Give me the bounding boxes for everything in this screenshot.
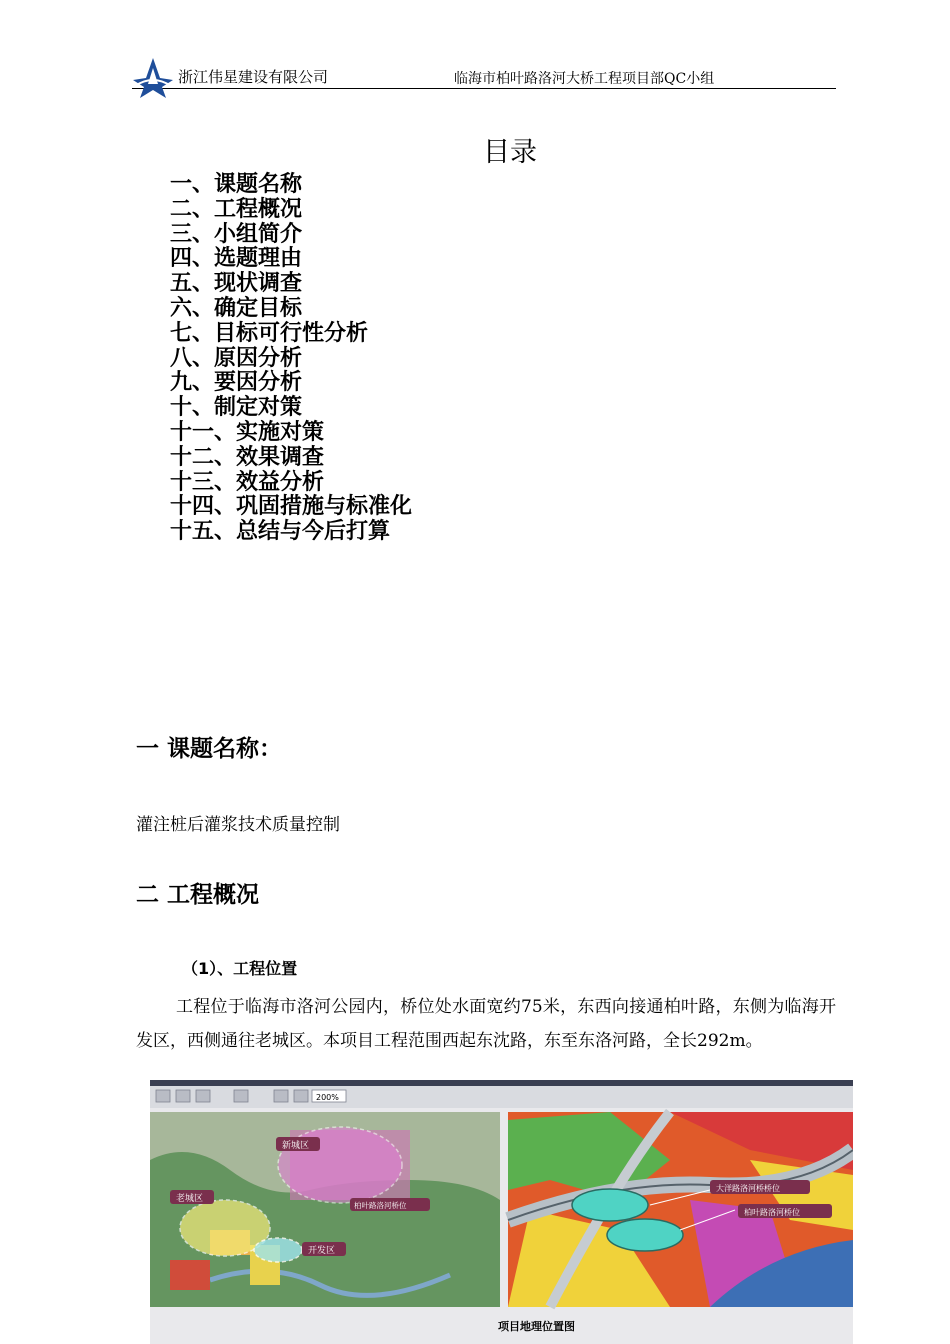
table-of-contents xyxy=(170,173,412,545)
label-old-city: 老城区 xyxy=(176,1194,204,1204)
project-team-name: 临海市柏叶路洛河大桥工程项目部QC小组 xyxy=(454,71,715,87)
toc-item: 十三、效益分析 xyxy=(170,469,325,495)
toc-item: 十二、效果调查 xyxy=(170,444,325,470)
map-caption: 项目地理位置图 xyxy=(498,1320,575,1333)
toc-item: 七、目标可行性分析 xyxy=(170,320,369,346)
toc-item: 九、要因分析 xyxy=(170,370,303,396)
label-new-city: 新城区 xyxy=(282,1141,310,1151)
section2-subheading: （1）、工程位置 xyxy=(182,959,298,978)
page-header xyxy=(132,56,836,89)
toc-item: 一、课题名称 xyxy=(170,172,303,197)
company-name: 浙江伟星建设有限公司 xyxy=(178,68,329,86)
project-location-map xyxy=(150,1080,853,1344)
toc-item: 二、工程概况 xyxy=(170,196,303,222)
toc-item: 十一、实施对策 xyxy=(170,419,325,445)
toc-item: 五、现状调查 xyxy=(170,271,303,297)
section2-paragraph: 工程位于临海市洛河公园内，桥位处水面宽约75米，东西向接通柏叶路，东侧为临海开发区，西侧通往老城区。本项目工程范围西起东沈路，东至东洛河路，全长292m。 xyxy=(136,997,836,1051)
label-bridge-left: 柏叶路洛河桥位 xyxy=(354,1201,407,1210)
toc-item: 六、确定目标 xyxy=(170,295,303,321)
toc-item: 四、选题理由 xyxy=(170,246,303,272)
company-logo-icon xyxy=(132,56,174,98)
toc-item: 十五、总结与今后打算 xyxy=(170,519,391,545)
label-dev-zone: 开发区 xyxy=(308,1246,336,1256)
section1-text: 灌注桩后灌浆技术质量控制 xyxy=(136,815,340,835)
zoom-level: 200% xyxy=(316,1093,339,1102)
section1-heading: 一 课题名称： xyxy=(136,736,283,762)
toc-item: 八、原因分析 xyxy=(170,345,303,371)
toc-title: 目录 xyxy=(483,137,537,168)
label-bridge-baiye: 柏叶路洛河桥位 xyxy=(744,1208,800,1217)
toc-item: 三、小组简介 xyxy=(170,221,303,247)
label-bridge-dayang: 大洋路洛河桥桥位 xyxy=(716,1184,780,1193)
toc-item: 十四、巩固措施与标准化 xyxy=(170,494,413,520)
toc-item: 十、制定对策 xyxy=(170,395,303,421)
section2-heading: 二 工程概况 xyxy=(136,882,260,908)
